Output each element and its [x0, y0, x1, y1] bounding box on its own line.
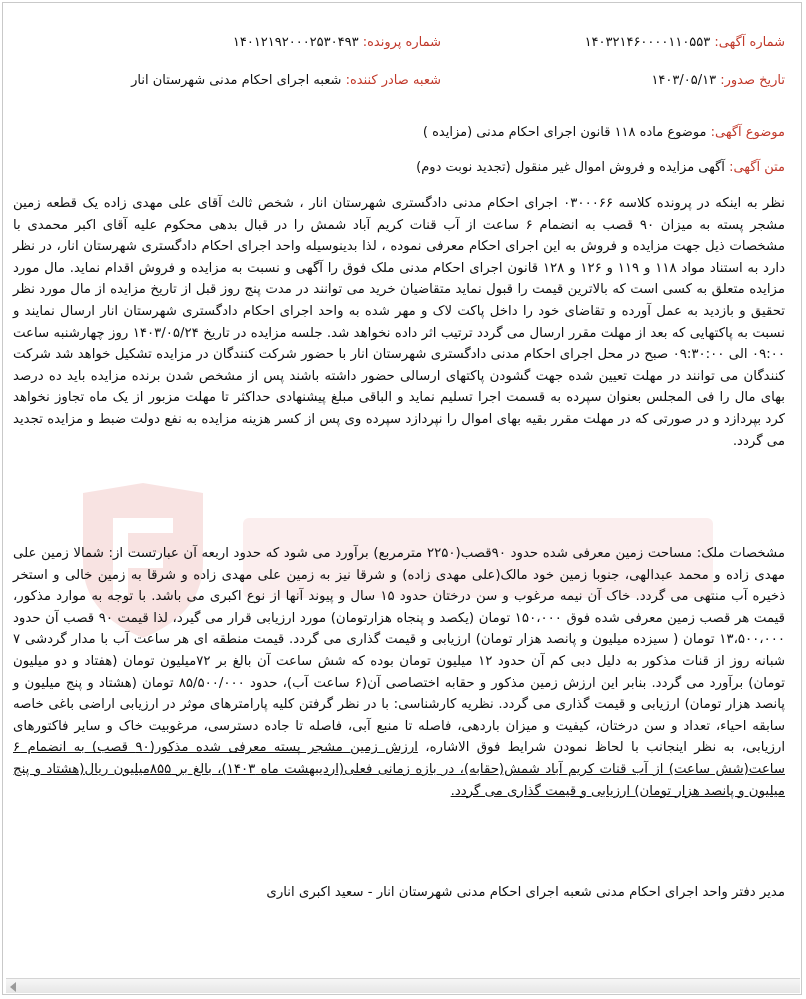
case-number-label: شماره پرونده: — [362, 35, 441, 50]
subject — [423, 125, 785, 140]
issuer-label: شعبه صادر کننده: — [345, 73, 441, 88]
property-specs — [13, 543, 785, 802]
specs-text: مشخصات ملک: مساحت زمین معرفی شده حدود ۹۰قصب(۲۲۵۰ مترمربع) برآورد می شود که حدود اربعه آن عبارتست از: شمالا زمین علی مهدی زاده و محمد عبدالهی، جنوبا زمین خود مالک(علی مهدی زاده) و شرقا نیز به زمین علی مهدی زاده و شرقا به زمین خالی و استخر ذخیره آب منتهی می گردد. خاک آن نیمه مرغوب و سن درختان حدود ۱۵ سال و پیوند آنها از نوع اکبری می باشد. با توجه به موارد مذکور، قیمت هر قصب زمین معرفی شده فوق ۱۵۰،۰۰۰ تومان (یکصد و پنجاه هزارتومان) مورد ارزیابی قرار می گیرد، لذا قیمت ۹۰ قصب آن حدود ۱۳،۵۰۰،۰۰۰ تومان ( سیزده میلیون و پانصد هزار تومان) ارزیابی و قیمت گذاری می گردد. قیمت منطقه ای هر ساعت آب با مدار گردشی ۷ شبانه روز از قنات مذکور به دلیل دبی کم آن حدود ۱۲ میلیون تومان بوده که شش ساعت آن بالغ بر ۷۲میلیون تومان (هفتاد و دو میلیون تومان) برآورد می گردد. بنابر این ارزش زمین مذکور و حقابه اختصاصی آن(۶ ساعت آب)، حدود ۸۵/۵۰۰/۰۰۰ تومان (هشتاد و پنج میلیون و پانصد هزار تومان) ارزیابی و قیمت گذاری می گردد. نظریه کارشناسی: با در نظر گرفتن کلیه پارامترهای موثر در ارزیابی اراضی باغی خاصه سابقه احیاء، تعداد و سن درختان، کیفیت و میزان باردهی، فاصله تا منبع آبی، فاصله تا جاده دسترسی، مرغوبیت خاک و سایر فاکتورهای ارزیابی، به نظر اینجانب با لحاظ نمودن شرایط فوق الاشاره، — [13, 546, 786, 756]
ad-text-heading — [416, 160, 785, 175]
specs-conclusion: ارزش زمین مشجر پسته معرفی شده مذکور(۹۰ قصب) به انضمام ۶ ساعت(شش ساعت) از آب قنات کریم آباد شمش(حقابه)، در بازه زمانی فعلی(اردیبهشت ماه ۱۴۰۳)، بالغ بر ۸۵۵میلیون ریال(هشتاد و پنج میلیون و پانصد هزار تومان) ارزیابی و قیمت گذاری می گردد. — [13, 740, 785, 799]
issuer — [131, 73, 441, 88]
issue-date-label: تاریخ صدور: — [720, 73, 785, 88]
issuer-value: شعبه اجرای احکام مدنی شهرستان انار — [131, 73, 342, 88]
issue-date — [651, 73, 785, 88]
issue-date-value: ۱۴۰۳/۰۵/۱۳ — [651, 73, 717, 88]
ad-number — [585, 35, 785, 50]
subject-label: موضوع آگهی: — [710, 125, 785, 140]
signature-line: مدیر دفتر واحد اجرای احکام مدنی شعبه اجرای احکام مدنی شهرستان انار - سعید اکبری اناری — [266, 885, 785, 900]
case-number — [233, 35, 441, 50]
horizontal-scrollbar[interactable] — [6, 978, 800, 993]
subject-value: موضوع ماده ۱۱۸ قانون اجرای احکام مدنی (مزایده ) — [422, 125, 707, 140]
ad-number-label: شماره آگهی: — [714, 35, 785, 50]
case-number-value: ۱۴۰۱۲۱۹۲۰۰۰۲۵۳۰۴۹۳ — [232, 35, 359, 50]
notice-paragraph: نظر به اینکه در پرونده کلاسه ۰۳۰۰۰۶۶ اجرای احکام مدنی دادگستری شهرستان انار ، شخص ثالث آقای علی مهدی زاده یک قطعه زمین مشجر پسته به میزان ۹۰ قصب به انضمام ۶ ساعت از آب قنات کریم آباد شمش را در قبال بدهی محکوم علیه آقای اکبر محمدی با مشخصات ذیل جهت مزایده و فروش به این اجرای احکام معرفی نموده ، لذا بدینوسیله واحد اجرای احکام دادگستری شهرستان انار، در نظر دارد به استناد مواد ۱۱۸ و ۱۱۹ و ۱۲۶ و ۱۲۸ قانون اجرای احکام مدنی ملک فوق را آگهی و نسبت به مزایده و فروش اقدام نماید. مال مورد مزایده متعلق به کسی است که بالاترین قیمت را قبول نماید متقاضیان خرید می توانند در مدت پنج روز قبل از تاریخ مزایده از مال مورد نظر تحقیق و بازدید به عمل آورده و تقاضای خود را داخل پاکت لاک و مهر شده به واحد اجرای احکام دادگستری شهرستان انار ارسال نمایند و نسبت به پاکتهایی که بعد از مهلت مقرر ارسال می گردد ترتیب اثر داده نخواهد شد. جلسه مزایده در تاریخ ۱۴۰۳/۰۵/۲۴ روز چهارشنبه ساعت ۰۹:۰۰ الی ۰۹:۳۰:۰۰ صبح در محل اجرای احکام مدنی دادگستری شهرستان انار با حضور شرکت کنندگان در مزایده تشکیل خواهد شد شرکت کنندگان می توانند در مهلت تعیین شده جهت گشودن پاکتهای ارسالی حضور داشته باشند پس از مشخص شدن برنده مزایده باید ده درصد بهای مال را فی المجلس بعنوان سپرده به قسمت اجرا تسلیم نماید و الباقی مبلغ پیشنهادی حداکثر تا مهلت مزبور از یک ماه تجاوز نخواهد کرد بپردازد و در صورتی که در مهلت مقرر بقیه بهای اموال را نپردازد سپرده وی پس از کسر هزینه مزایده به نفع دولت ضبط و مزایده تجدید می گردد. — [13, 196, 786, 449]
specs-paragraph — [13, 543, 785, 802]
ad-text-value: آگهی مزایده و فروش اموال غیر منقول (تجدید نوبت دوم) — [416, 160, 725, 175]
notice-body — [13, 193, 785, 457]
notice-sheet — [2, 2, 802, 995]
scroll-left-arrow-icon[interactable] — [10, 982, 16, 992]
ad-number-value: ۱۴۰۳۲۱۴۶۰۰۰۰۱۱۰۵۵۳ — [584, 35, 711, 50]
ad-text-label: متن آگهی: — [729, 160, 785, 175]
